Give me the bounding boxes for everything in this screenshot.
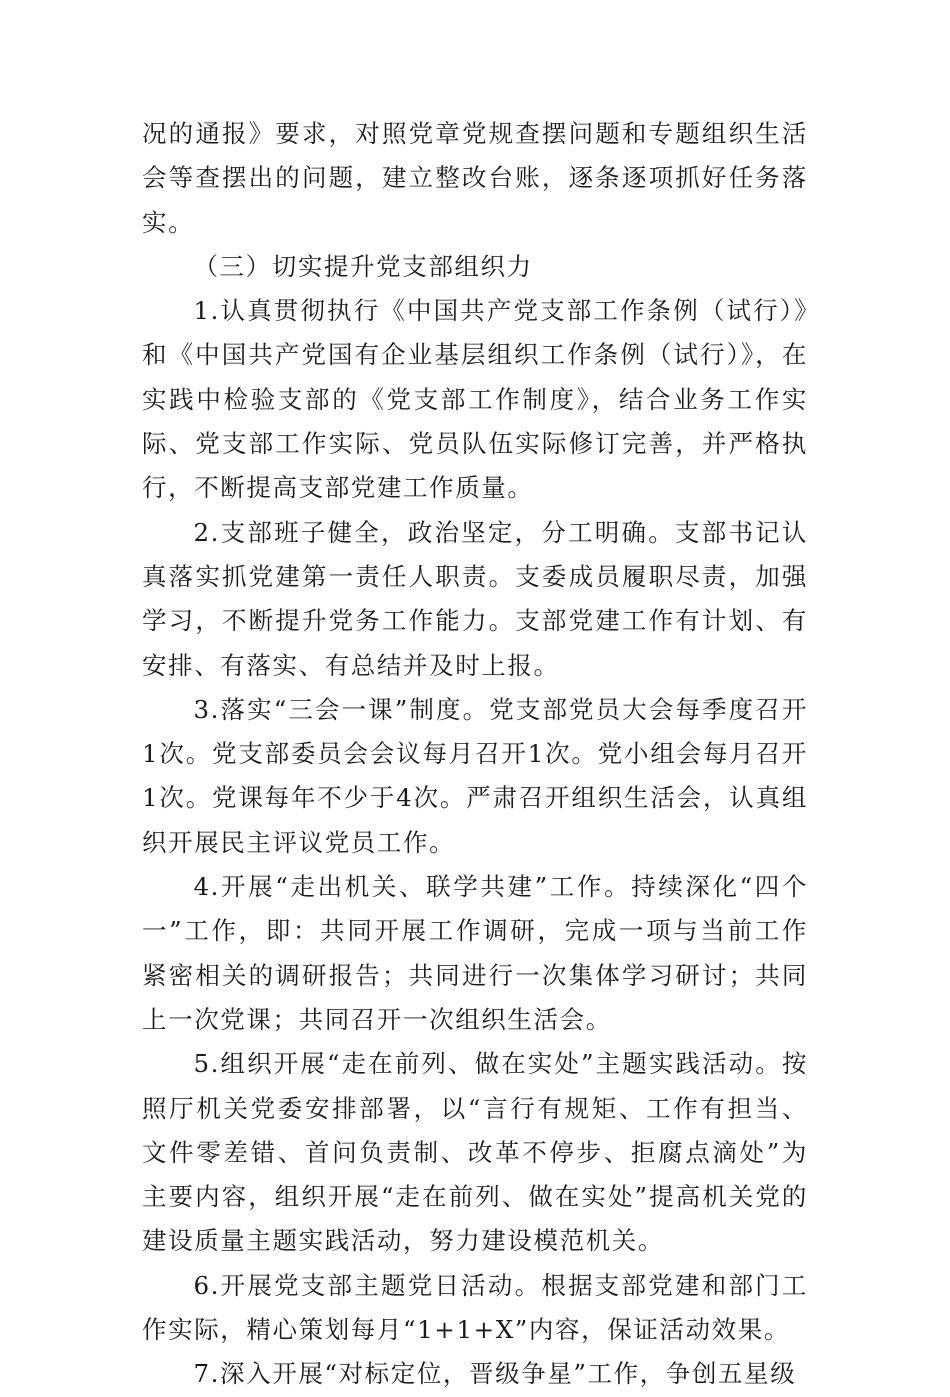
list-item-4: 4.开展“走出机关、联学共建”工作。持续深化“四个一”工作，即：共同开展工作调研，完成一项与当前工作紧密相关的调研报告；共同进行一次集体学习研讨；共同上一次党课；共同召开一次组织生活会。 [142,872,808,1034]
list-item-7: 7.深入开展“对标定位，晋级争星”工作，争创五星级 [193,1359,797,1389]
paragraph-continuation: 况的通报》要求，对照党章党规查摆问题和专题组织生活会等查摆出的问题，建立整改台账，逐条逐项抓好任务落实。 [142,119,808,237]
list-item-3: 3.落实“三会一课”制度。党支部党员大会每季度召开1次。党支部委员会会议每月召开1次。党小组会每月召开1次。党课每年不少于4次。严肃召开组织生活会，认真组织开展民主评议党员工作。 [142,694,808,857]
document-body [142,112,808,1397]
section-heading: （三）切实提升党支部组织力 [193,251,533,281]
list-item-6: 6.开展党支部主题党日活动。根据支部党建和部门工作实际，精心策划每月“1+1+X”内容，保证活动效果。 [142,1270,808,1345]
list-item-2: 2.支部班子健全，政治坚定，分工明确。支部书记认真落实抓党建第一责任人职责。支委成员履职尽责，加强学习，不断提升党务工作能力。支部党建工作有计划、有安排、有落实、有总结并及时上报。 [142,517,808,680]
list-item-5: 5.组织开展“走在前列、做在实处”主题实践活动。按照厅机关党委安排部署，以“言行有规矩、工作有担当、文件零差错、首问负责制、改革不停步、拒腐点滴处”为主要内容，组织开展“走在前列、做在实处”提高机关党的建设质量主题实践活动，努力建设模范机关。 [142,1049,808,1256]
list-item-1: 1.认真贯彻执行《中国共产党支部工作条例（试行）》和《中国共产党国有企业基层组织工作条例（试行）》，在实践中检验支部的《党支部工作制度》，结合业务工作实际、党支部工作实际、党员队伍实际修订完善，并严格执行，不断提高支部党建工作质量。 [142,296,808,503]
